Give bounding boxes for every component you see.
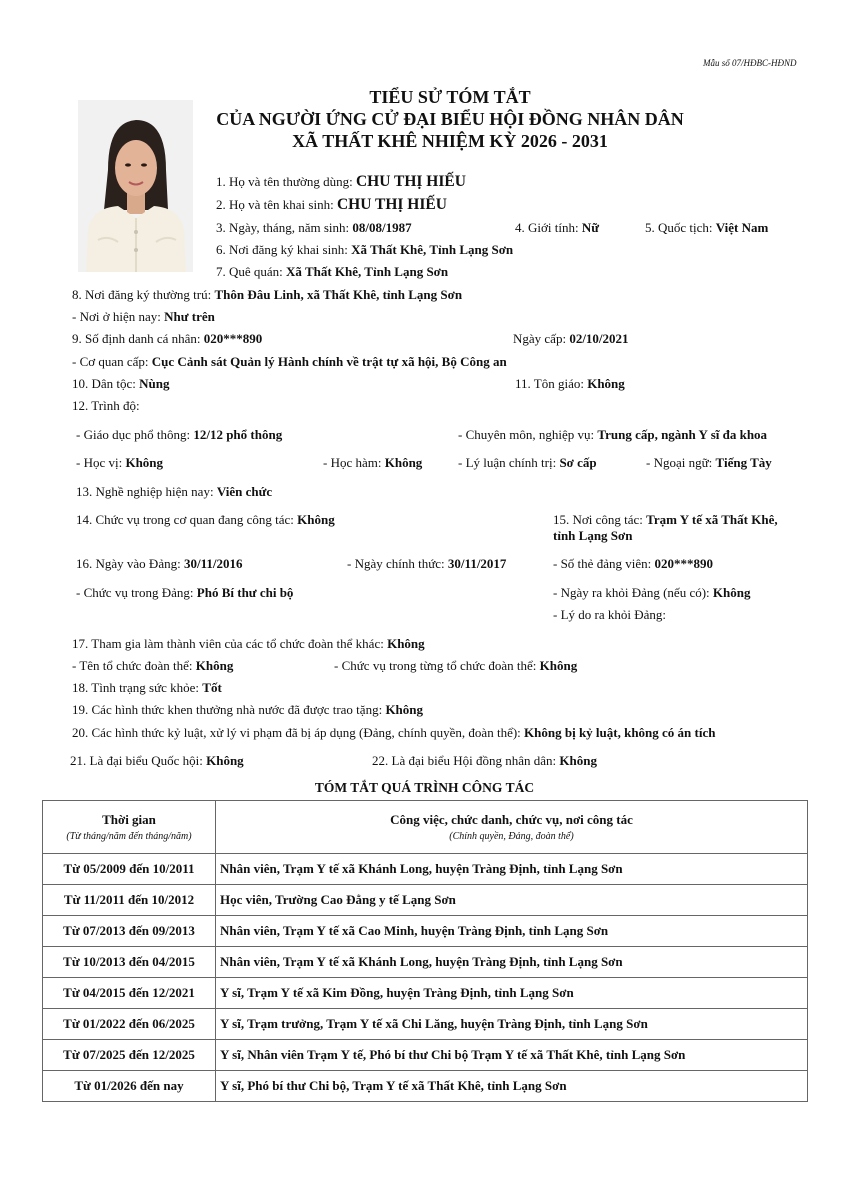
title-line-1: TIỂU SỬ TÓM TẮT [369,87,531,107]
table-row [43,916,808,947]
field-id-number: 9. Số định danh cá nhân: 020***890 [72,331,263,346]
field-residence: 8. Nơi đăng ký thường trú: Thôn Đâu Linh, xã Thất Khê, tỉnh Lạng Sơn [72,287,463,302]
detail-cell: Nhân viên, Trạm Y tế xã Khánh Long, huyện Tràng Định, tỉnh Lạng Sơn [216,947,808,978]
period-cell: Từ 01/2022 đến 06/2025 [43,1009,216,1040]
field-party-role: - Chức vụ trong Đảng: Phó Bí thư chi bộ [76,585,294,600]
title-line-3: XÃ THẤT KHÊ NHIỆM KỲ 2026 - 2031 [292,131,608,151]
work-history-title: TÓM TẮT QUÁ TRÌNH CÔNG TÁC [314,780,535,795]
period-cell: Từ 11/2011 đến 10/2012 [43,885,216,916]
field-gender: 4. Giới tính: Nữ [515,220,600,235]
table-row [43,854,808,885]
field-birth-name: 2. Họ và tên khai sinh: CHU THỊ HIẾU [216,196,447,213]
field-dob: 3. Ngày, tháng, năm sinh: 08/08/1987 [216,220,412,235]
period-cell: Từ 01/2026 đến nay [43,1071,216,1102]
detail-cell: Y sĩ, Nhân viên Trạm Y tế, Phó bí thư Chi bộ Trạm Y tế xã Thất Khê, tỉnh Lạng Sơn [216,1040,808,1071]
period-cell: Từ 05/2009 đến 10/2011 [43,854,216,885]
field-discipline: 20. Các hình thức kỷ luật, xử lý vi phạm đã bị áp dụng (Đảng, chính quyền, đoàn thể): Không bị kỷ luật, không có án tích [72,725,716,740]
field-party-join-date: 16. Ngày vào Đảng: 30/11/2016 [76,556,243,571]
field-political-theory: - Lý luận chính trị: Sơ cấp [458,455,597,470]
field-birth-place: 6. Nơi đăng ký khai sinh: Xã Thất Khê, Tỉnh Lạng Sơn [216,242,514,257]
field-nationality: 5. Quốc tịch: Việt Nam [645,220,769,235]
field-ethnicity: 10. Dân tộc: Nùng [72,376,170,391]
field-academic-title: - Học hàm: Không [323,455,423,470]
portrait-photo [78,100,193,272]
field-education-heading: 12. Trình độ: [72,398,140,413]
field-position: 14. Chức vụ trong cơ quan đang công tác: Không [76,512,335,527]
field-peoples-council-delegate: 22. Là đại biểu Hội đồng nhân dân: Không [372,753,597,768]
period-cell: Từ 07/2013 đến 09/2013 [43,916,216,947]
table-row [43,1040,808,1071]
field-workplace-line-2: tỉnh Lạng Sơn [553,528,633,543]
period-cell: Từ 07/2025 đến 12/2025 [43,1040,216,1071]
table-row [43,885,808,916]
detail-cell: Y sĩ, Trạm trưởng, Trạm Y tế xã Chi Lăng, huyện Tràng Định, tỉnh Lạng Sơn [216,1009,808,1040]
field-party-leave-date: - Ngày ra khỏi Đảng (nếu có): Không [553,585,751,600]
detail-cell: Y sĩ, Trạm Y tế xã Kim Đồng, huyện Tràng Định, tỉnh Lạng Sơn [216,978,808,1009]
field-party-card: - Số thẻ đảng viên: 020***890 [553,556,713,571]
form-number: Mẫu số 07/HĐBC-HĐND [703,58,797,68]
column-header-detail: Công việc, chức danh, chức vụ, nơi công tác (Chính quyền, Đảng, đoàn thể) [216,801,808,854]
detail-cell: Nhân viên, Trạm Y tế xã Khánh Long, huyện Tràng Định, tỉnh Lạng Sơn [216,854,808,885]
field-awards: 19. Các hình thức khen thưởng nhà nước đã được trao tặng: Không [72,702,424,717]
field-current-address: - Nơi ở hiện nay: Như trên [72,309,215,324]
detail-cell: Nhân viên, Trạm Y tế xã Cao Minh, huyện Tràng Định, tỉnh Lạng Sơn [216,916,808,947]
field-occupation: 13. Nghề nghiệp hiện nay: Viên chức [76,484,273,499]
field-foreign-language: - Ngoại ngữ: Tiếng Tày [646,455,772,470]
field-party-official-date: - Ngày chính thức: 30/11/2017 [347,556,507,571]
detail-cell: Y sĩ, Phó bí thư Chi bộ, Trạm Y tế xã Thất Khê, tỉnh Lạng Sơn [216,1071,808,1102]
field-health: 18. Tình trạng sức khỏe: Tốt [72,680,222,695]
table-row [43,1071,808,1102]
period-cell: Từ 10/2013 đến 04/2015 [43,947,216,978]
column-header-period: Thời gian (Từ tháng/năm đến tháng/năm) [43,801,216,854]
field-workplace: 15. Nơi công tác: Trạm Y tế xã Thất Khê, [553,512,778,527]
field-common-name: 1. Họ và tên thường dùng: CHU THỊ HIẾU [216,173,466,190]
table-row [43,978,808,1009]
table-row [43,947,808,978]
field-national-assembly-delegate: 21. Là đại biểu Quốc hội: Không [70,753,244,768]
table-row [43,1009,808,1040]
field-issuer: - Cơ quan cấp: Cục Cảnh sát Quản lý Hành chính về trật tự xã hội, Bộ Công an [72,354,507,369]
field-issue-date: Ngày cấp: 02/10/2021 [513,331,629,346]
field-party-leave-reason: - Lý do ra khỏi Đảng: [553,607,667,622]
field-hometown: 7. Quê quán: Xã Thất Khê, Tỉnh Lạng Sơn [216,264,449,279]
field-org-role: - Chức vụ trong từng tổ chức đoàn thể: Không [334,658,578,673]
period-cell: Từ 04/2015 đến 12/2021 [43,978,216,1009]
work-history-table [42,800,808,1102]
field-degree: - Học vị: Không [76,455,164,470]
field-org-name: - Tên tổ chức đoàn thể: Không [72,658,234,673]
field-specialty: - Chuyên môn, nghiệp vụ: Trung cấp, ngành Y sĩ đa khoa [458,427,768,442]
field-general-education: - Giáo dục phổ thông: 12/12 phổ thông [76,427,283,442]
title-line-2: CỦA NGƯỜI ỨNG CỬ ĐẠI BIỂU HỘI ĐỒNG NHÂN DÂN [216,109,684,129]
field-religion: 11. Tôn giáo: Không [515,376,625,391]
detail-cell: Học viên, Trường Cao Đẳng y tế Lạng Sơn [216,885,808,916]
field-org-membership: 17. Tham gia làm thành viên của các tổ chức đoàn thể khác: Không [72,636,425,651]
table-header-row [43,801,808,854]
